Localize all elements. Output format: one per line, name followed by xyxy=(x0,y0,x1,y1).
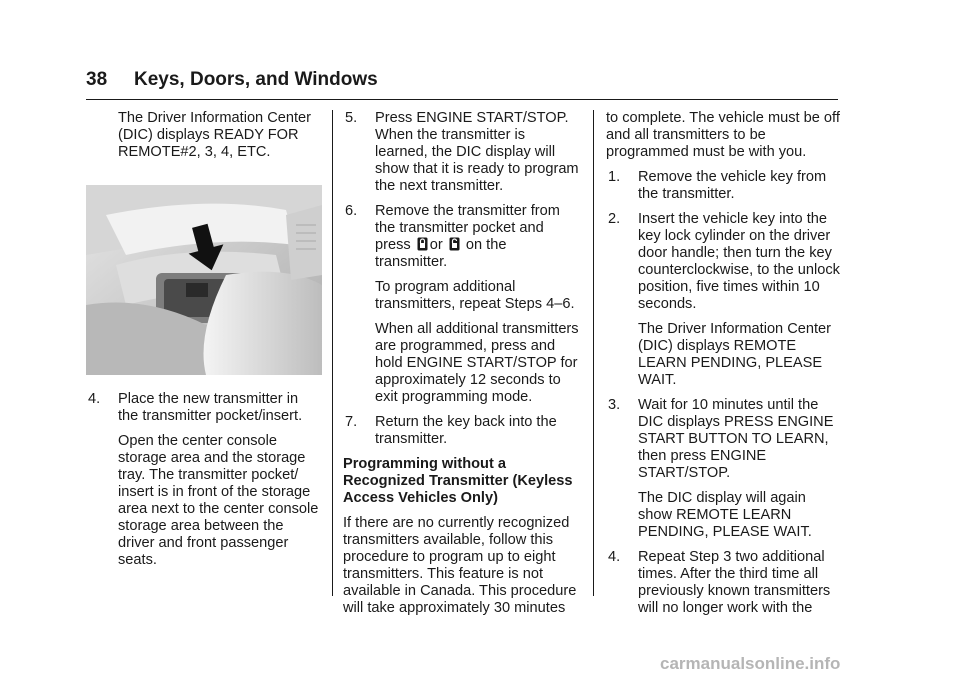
step-number: 1. xyxy=(608,169,621,185)
step-5 xyxy=(343,110,581,195)
page-title: Keys, Doors, and Windows xyxy=(134,69,378,90)
step-text: Remove the vehicle key from the transmitter. xyxy=(638,169,827,202)
step-6-detail-2: When all additional transmitters are programmed, press and hold ENGINE START/STOP for approximately 12 seconds to exit programming mode. xyxy=(375,321,579,405)
column-divider xyxy=(593,110,594,596)
column-divider xyxy=(332,110,333,596)
step-3-detail: The DIC display will again show REMOTE LEARN PENDING, PLEASE WAIT. xyxy=(638,490,812,540)
step-text: Wait for 10 minutes until the DIC displays PRESS ENGINE START BUTTON TO LEARN, then press ENGINE START/STOP. xyxy=(638,397,834,481)
watermark-text: carmanualsonline.info xyxy=(660,654,841,673)
console-illustration xyxy=(86,185,322,375)
step-6-text-b: on the transmitter. xyxy=(375,237,507,270)
step-number: 4. xyxy=(88,391,101,407)
step-number: 5. xyxy=(345,110,358,126)
column-2 xyxy=(343,110,581,625)
step-2 xyxy=(606,211,842,313)
step-text: Insert the vehicle key into the key lock cylinder on the driver door handle; then turn the key counterclockwise, to the unlock position, five times within 10 seconds. xyxy=(638,211,840,312)
step-text: Place the new transmitter in the transmitter pocket/insert. xyxy=(118,391,303,424)
lock-icon xyxy=(417,237,428,251)
step-4 xyxy=(86,391,322,425)
step-6-text-a: Remove the transmitter from the transmitter pocket and press xyxy=(375,203,560,253)
continued-paragraph: to complete. The vehicle must be off and all transmitters to be programmed must be with you. xyxy=(606,110,840,160)
column-1 xyxy=(86,110,322,577)
step-2-detail: The Driver Information Center (DIC) displays REMOTE LEARN PENDING, PLEASE WAIT. xyxy=(638,321,832,388)
page-number: 38 xyxy=(86,69,108,90)
step-text: Return the key back into the transmitter. xyxy=(375,414,557,447)
page-header xyxy=(86,69,838,91)
step-text: Repeat Step 3 two additional times. After the third time all previously known transmitters will no longer work with the xyxy=(638,549,831,616)
step-number: 7. xyxy=(345,414,358,430)
step-6 xyxy=(343,203,581,271)
section-body: If there are no currently recognized transmitters available, follow this procedure to program up to eight transmitters. This feature is not available in Canada. This procedure will take approximately 30 minutes xyxy=(343,515,577,616)
step-number: 3. xyxy=(608,397,621,413)
header-rule xyxy=(86,99,838,100)
section-heading: Programming without a Recognized Transmitter (Keyless Access Vehicles Only) xyxy=(343,456,573,506)
step-1 xyxy=(606,169,842,203)
step-number: 4. xyxy=(608,549,621,565)
column-3 xyxy=(606,110,842,625)
step-4-detail: Open the center console storage area and the storage tray. The transmitter pocket/ insert is in front of the storage area next to the center console storage area between the driver and front passenger seats. xyxy=(118,433,319,568)
step-number: 2. xyxy=(608,211,621,227)
step-6-detail-1: To program additional transmitters, repeat Steps 4–6. xyxy=(375,279,575,312)
step-4-col3 xyxy=(606,549,842,617)
step-text xyxy=(375,203,581,271)
unlock-icon xyxy=(449,237,460,251)
step-6-or: or xyxy=(429,237,443,253)
step-3 xyxy=(606,397,842,482)
intro-paragraph: The Driver Information Center (DIC) displays READY FOR REMOTE#2, 3, 4, ETC. xyxy=(118,110,312,160)
step-7 xyxy=(343,414,581,448)
step-number: 6. xyxy=(345,203,358,219)
step-text: Press ENGINE START/STOP. When the transmitter is learned, the DIC display will show that it is ready to program the next transmitter. xyxy=(375,110,579,194)
